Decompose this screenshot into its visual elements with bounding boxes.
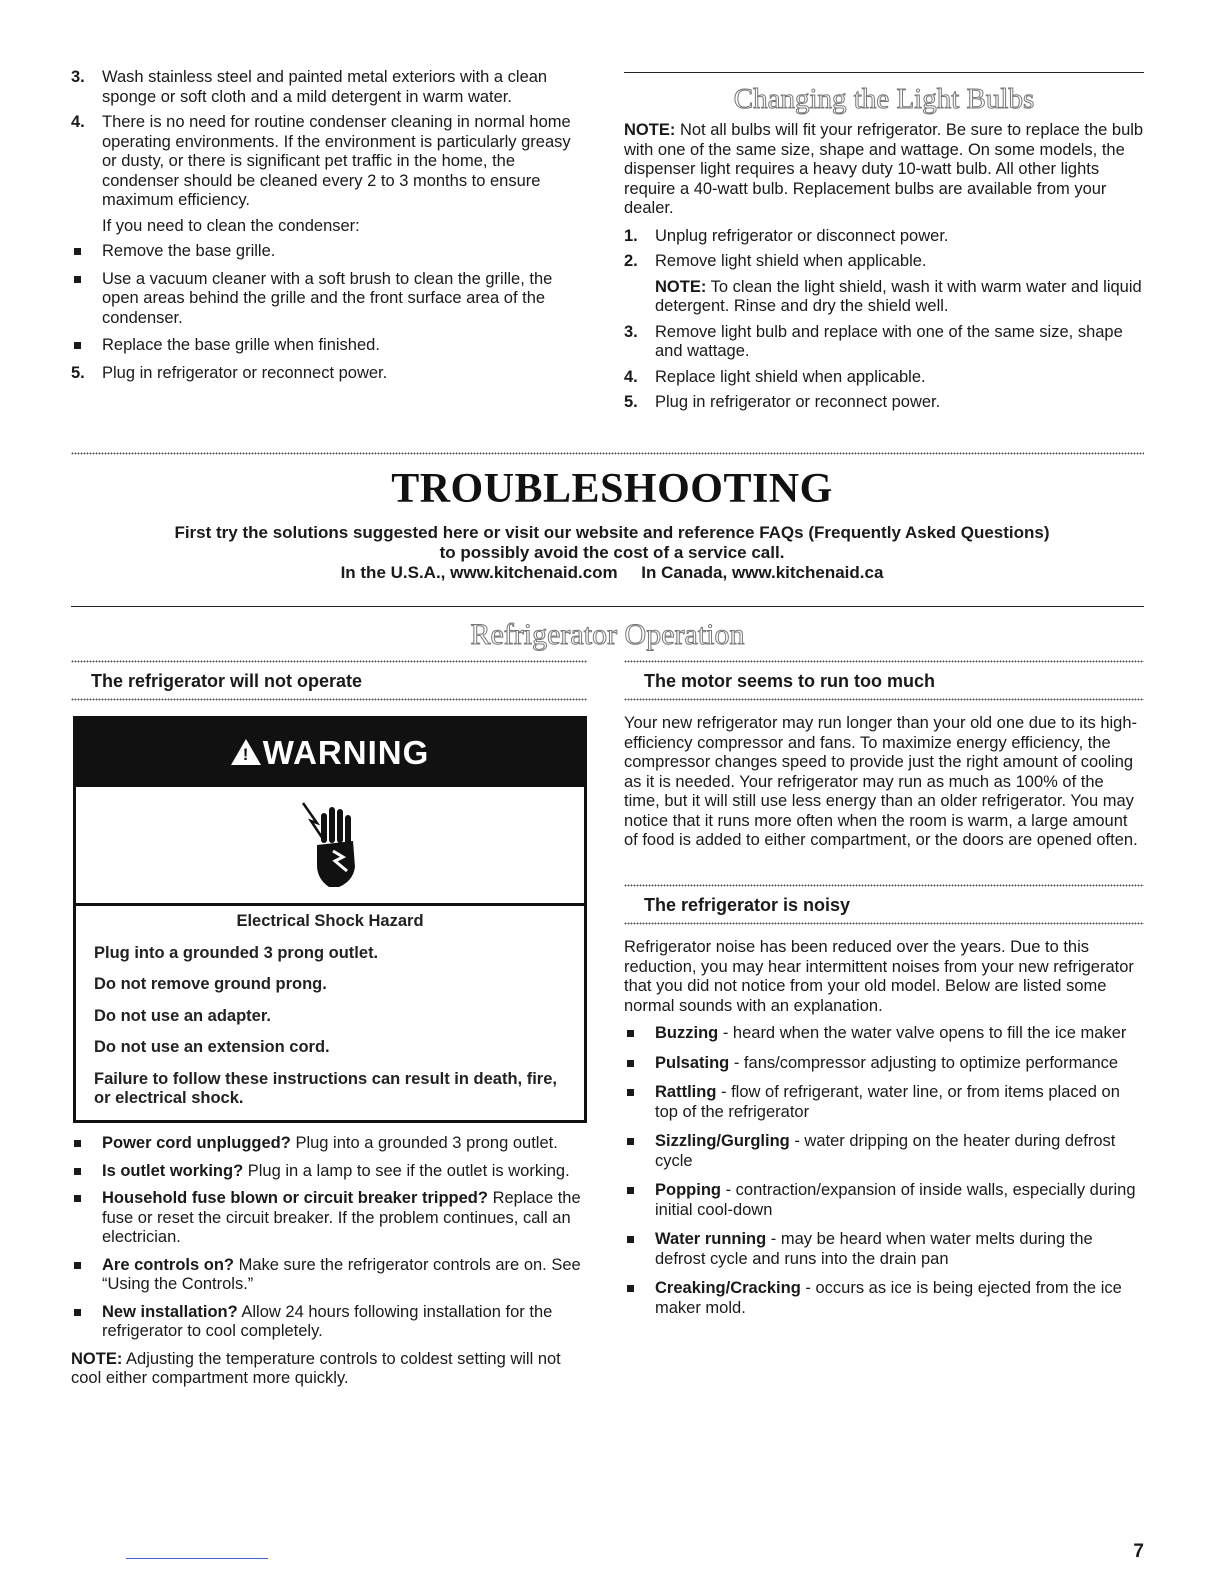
warning-line: Plug into a grounded 3 prong outlet. <box>94 943 379 962</box>
light-bulbs-rule <box>624 72 1144 73</box>
cause-question: Are controls on? <box>102 1255 235 1274</box>
note-label: NOTE: <box>655 277 707 296</box>
cause-question: New installation? <box>102 1302 238 1321</box>
section-divider <box>71 452 1144 455</box>
warning-label: WARNING <box>262 734 430 772</box>
cleaning-step <box>71 113 587 211</box>
note-text: Adjusting the temperature controls to coldest setting will not cool either compartment more quickly. <box>71 1349 561 1387</box>
sound-name: Creaking/Cracking <box>655 1279 801 1297</box>
sound-desc: - heard when the water valve opens to fill the ice maker <box>718 1024 1127 1042</box>
subhead-rule-top <box>71 660 587 663</box>
motor-text: Your new refrigerator may run longer than your old one due to its high-efficiency compressor and fans. To maximize energy efficiency, the compressor changes speed to provide just the right amount of cooling as it is needed. Your refrigerator may run as much as 100% of the time, but it will still use less energy than an older refrigerator. You may notice that it runs more often when the room is warm, a large amount of food is added to either compartment, or the doors are opened often. <box>624 714 1138 849</box>
sound-desc: - contraction/expansion of inside walls, especially during initial cool-down <box>655 1181 1136 1219</box>
sound-name: Pulsating <box>655 1053 730 1072</box>
warning-box <box>73 716 587 1123</box>
bulb-step <box>624 368 1144 388</box>
page-number: 7 <box>1133 1541 1144 1562</box>
not-operate-note <box>71 1350 587 1389</box>
step-text: Replace light shield when applicable. <box>655 367 926 386</box>
step-number: 3. <box>624 322 638 341</box>
cleaning-column <box>71 68 587 389</box>
noisy-section <box>624 938 1144 1328</box>
noisy-heading: The refrigerator is noisy <box>644 895 851 915</box>
cause-question: Power cord unplugged? <box>102 1134 291 1152</box>
not-operate-heading: The refrigerator will not operate <box>91 671 363 691</box>
sound-desc: - fans/compressor adjusting to optimize performance <box>729 1053 1119 1072</box>
subhead-rule-bottom <box>71 698 587 701</box>
sound-item <box>624 1083 1144 1122</box>
note-text: To clean the light shield, wash it with warm water and liquid detergent. Rinse and dry the shield well. <box>655 277 1142 315</box>
step-number: 5. <box>624 393 638 411</box>
note-label: NOTE: <box>71 1349 123 1368</box>
condenser-bullet: Remove the base grille. <box>71 242 587 262</box>
bulb-step <box>624 393 1144 413</box>
warning-text <box>76 906 584 1131</box>
subhead-rule-top <box>624 660 1144 663</box>
sound-name: Sizzling/Gurgling <box>655 1132 790 1150</box>
condenser-intro: If you need to clean the condenser: <box>102 216 360 235</box>
intro-line: to possibly avoid the cost of a service call. <box>439 543 785 562</box>
warning-line: Do not use an adapter. <box>94 1006 271 1025</box>
step-number: 5. <box>71 363 85 382</box>
sound-name: Rattling <box>655 1083 717 1101</box>
bulb-step <box>624 227 1144 247</box>
warning-line: Do not remove ground prong. <box>94 975 327 993</box>
bulb-step <box>624 323 1144 362</box>
sound-name: Water running <box>655 1230 767 1248</box>
sound-name: Buzzing <box>655 1024 719 1042</box>
warning-line: Do not use an extension cord. <box>94 1038 330 1056</box>
note-text: Not all bulbs will fit your refrigerator. Be sure to replace the bulb with one of the same size, shape and wattage. On some models, the dispenser light requires a heavy duty 10-watt bulb. All other lights require a 40-watt bulb. Replacement bulbs are available from your dealer. <box>624 121 1144 217</box>
cause-answer: Allow 24 hours following installation for the refrigerator to cool completely. <box>102 1302 553 1340</box>
cause-item <box>71 1134 587 1154</box>
sound-item <box>624 1230 1144 1269</box>
footer-line <box>126 1558 268 1559</box>
operation-rule <box>71 606 1144 607</box>
cause-answer: Replace the fuse or reset the circuit breaker. If the problem continues, call an electrician. <box>102 1189 581 1246</box>
sound-desc: - occurs as ice is being ejected from the ice maker mold. <box>655 1279 1122 1317</box>
cause-question: Is outlet working? <box>102 1161 244 1180</box>
section-heading: Refrigerator Operation <box>470 618 745 651</box>
step-text: Remove light bulb and replace with one of the same size, shape and wattage. <box>655 322 1123 360</box>
step-number: 1. <box>624 226 638 245</box>
light-bulbs-heading: Changing the Light Bulbs <box>733 83 1035 115</box>
subhead-rule-bottom <box>624 698 1144 701</box>
subhead-rule-top <box>624 884 1144 887</box>
subhead-rule-bottom <box>624 922 1144 925</box>
warning-line: Failure to follow these instructions can result in death, fire, or electrical shock. <box>94 1069 557 1107</box>
cause-answer: Make sure the refrigerator controls are on. See “Using the Controls.” <box>102 1255 581 1293</box>
warning-banner <box>76 719 584 787</box>
step-number: 2. <box>624 252 638 270</box>
not-operate-causes <box>71 1134 587 1395</box>
sound-item <box>624 1054 1144 1074</box>
sound-item <box>624 1279 1144 1318</box>
cause-question: Household fuse blown or circuit breaker tripped? <box>102 1189 488 1207</box>
sound-name: Popping <box>655 1181 721 1199</box>
noisy-intro: Refrigerator noise has been reduced over the years. Due to this reduction, you may hear intermittent noises from your new refrigerator that you did not notice from your old model. Below are listed some normal sounds with an explanation. <box>624 938 1134 1015</box>
cause-item <box>71 1303 587 1342</box>
step-number: 4. <box>71 113 85 131</box>
sound-desc: - may be heard when water melts during the defrost cycle and runs into the drain pan <box>655 1230 1093 1268</box>
light-bulbs-column <box>624 121 1144 419</box>
cause-answer: Plug into a grounded 3 prong outlet. <box>295 1134 558 1152</box>
cause-answer: Plug in a lamp to see if the outlet is working. <box>247 1161 570 1180</box>
sound-desc: - flow of refrigerant, water line, or from items placed on top of the refrigerator <box>655 1083 1120 1121</box>
step-text: Wash stainless steel and painted metal exteriors with a clean sponge or soft cloth and a mild detergent in warm water. <box>102 68 548 106</box>
step-text: Plug in refrigerator or reconnect power. <box>655 393 941 411</box>
cleaning-step <box>71 68 587 107</box>
note-label: NOTE: <box>624 121 676 139</box>
condenser-bullet: Replace the base grille when finished. <box>71 336 587 356</box>
motor-heading: The motor seems to run too much <box>644 671 936 691</box>
bulb-step <box>624 252 1144 317</box>
step-note <box>655 278 1144 317</box>
step-text: There is no need for routine condenser cleaning in normal home operating environments. If the environment is particularly greasy or dusty, or there is significant pet traffic in the home, the condenser should be cleaned every 2 to 3 months to ensure maximum efficiency. <box>102 113 571 209</box>
step-number: 4. <box>624 367 638 386</box>
website-links: In the U.S.A., www.kitchenaid.com In Canada, www.kitchenaid.ca <box>340 563 884 582</box>
sound-desc: - water dripping on the heater during defrost cycle <box>655 1132 1116 1170</box>
step-text: Remove light shield when applicable. <box>655 252 927 270</box>
cause-item <box>71 1189 587 1248</box>
step-number: 3. <box>71 68 85 86</box>
hazard-title: Electrical Shock Hazard <box>236 912 424 930</box>
cause-item <box>71 1162 587 1182</box>
page-title: TROUBLESHOOTING <box>391 466 833 512</box>
cause-item <box>71 1256 587 1295</box>
sound-item <box>624 1181 1144 1220</box>
shock-hazard-icon-area <box>76 787 584 906</box>
condenser-bullet: Use a vacuum cleaner with a soft brush to clean the grille, the open areas behind the grille and the front surface area of the condenser. <box>71 270 587 329</box>
step-text: Plug in refrigerator or reconnect power. <box>102 363 388 382</box>
warning-triangle-icon: ! <box>231 739 261 765</box>
electric-shock-hand-icon <box>295 795 365 895</box>
intro-line: First try the solutions suggested here or visit our website and reference FAQs (Frequently Asked Questions) <box>174 523 1050 542</box>
step-text: Unplug refrigerator or disconnect power. <box>655 226 949 245</box>
sound-item <box>624 1132 1144 1171</box>
cleaning-step <box>71 364 587 384</box>
sound-item <box>624 1024 1144 1044</box>
light-bulbs-note <box>624 121 1144 219</box>
